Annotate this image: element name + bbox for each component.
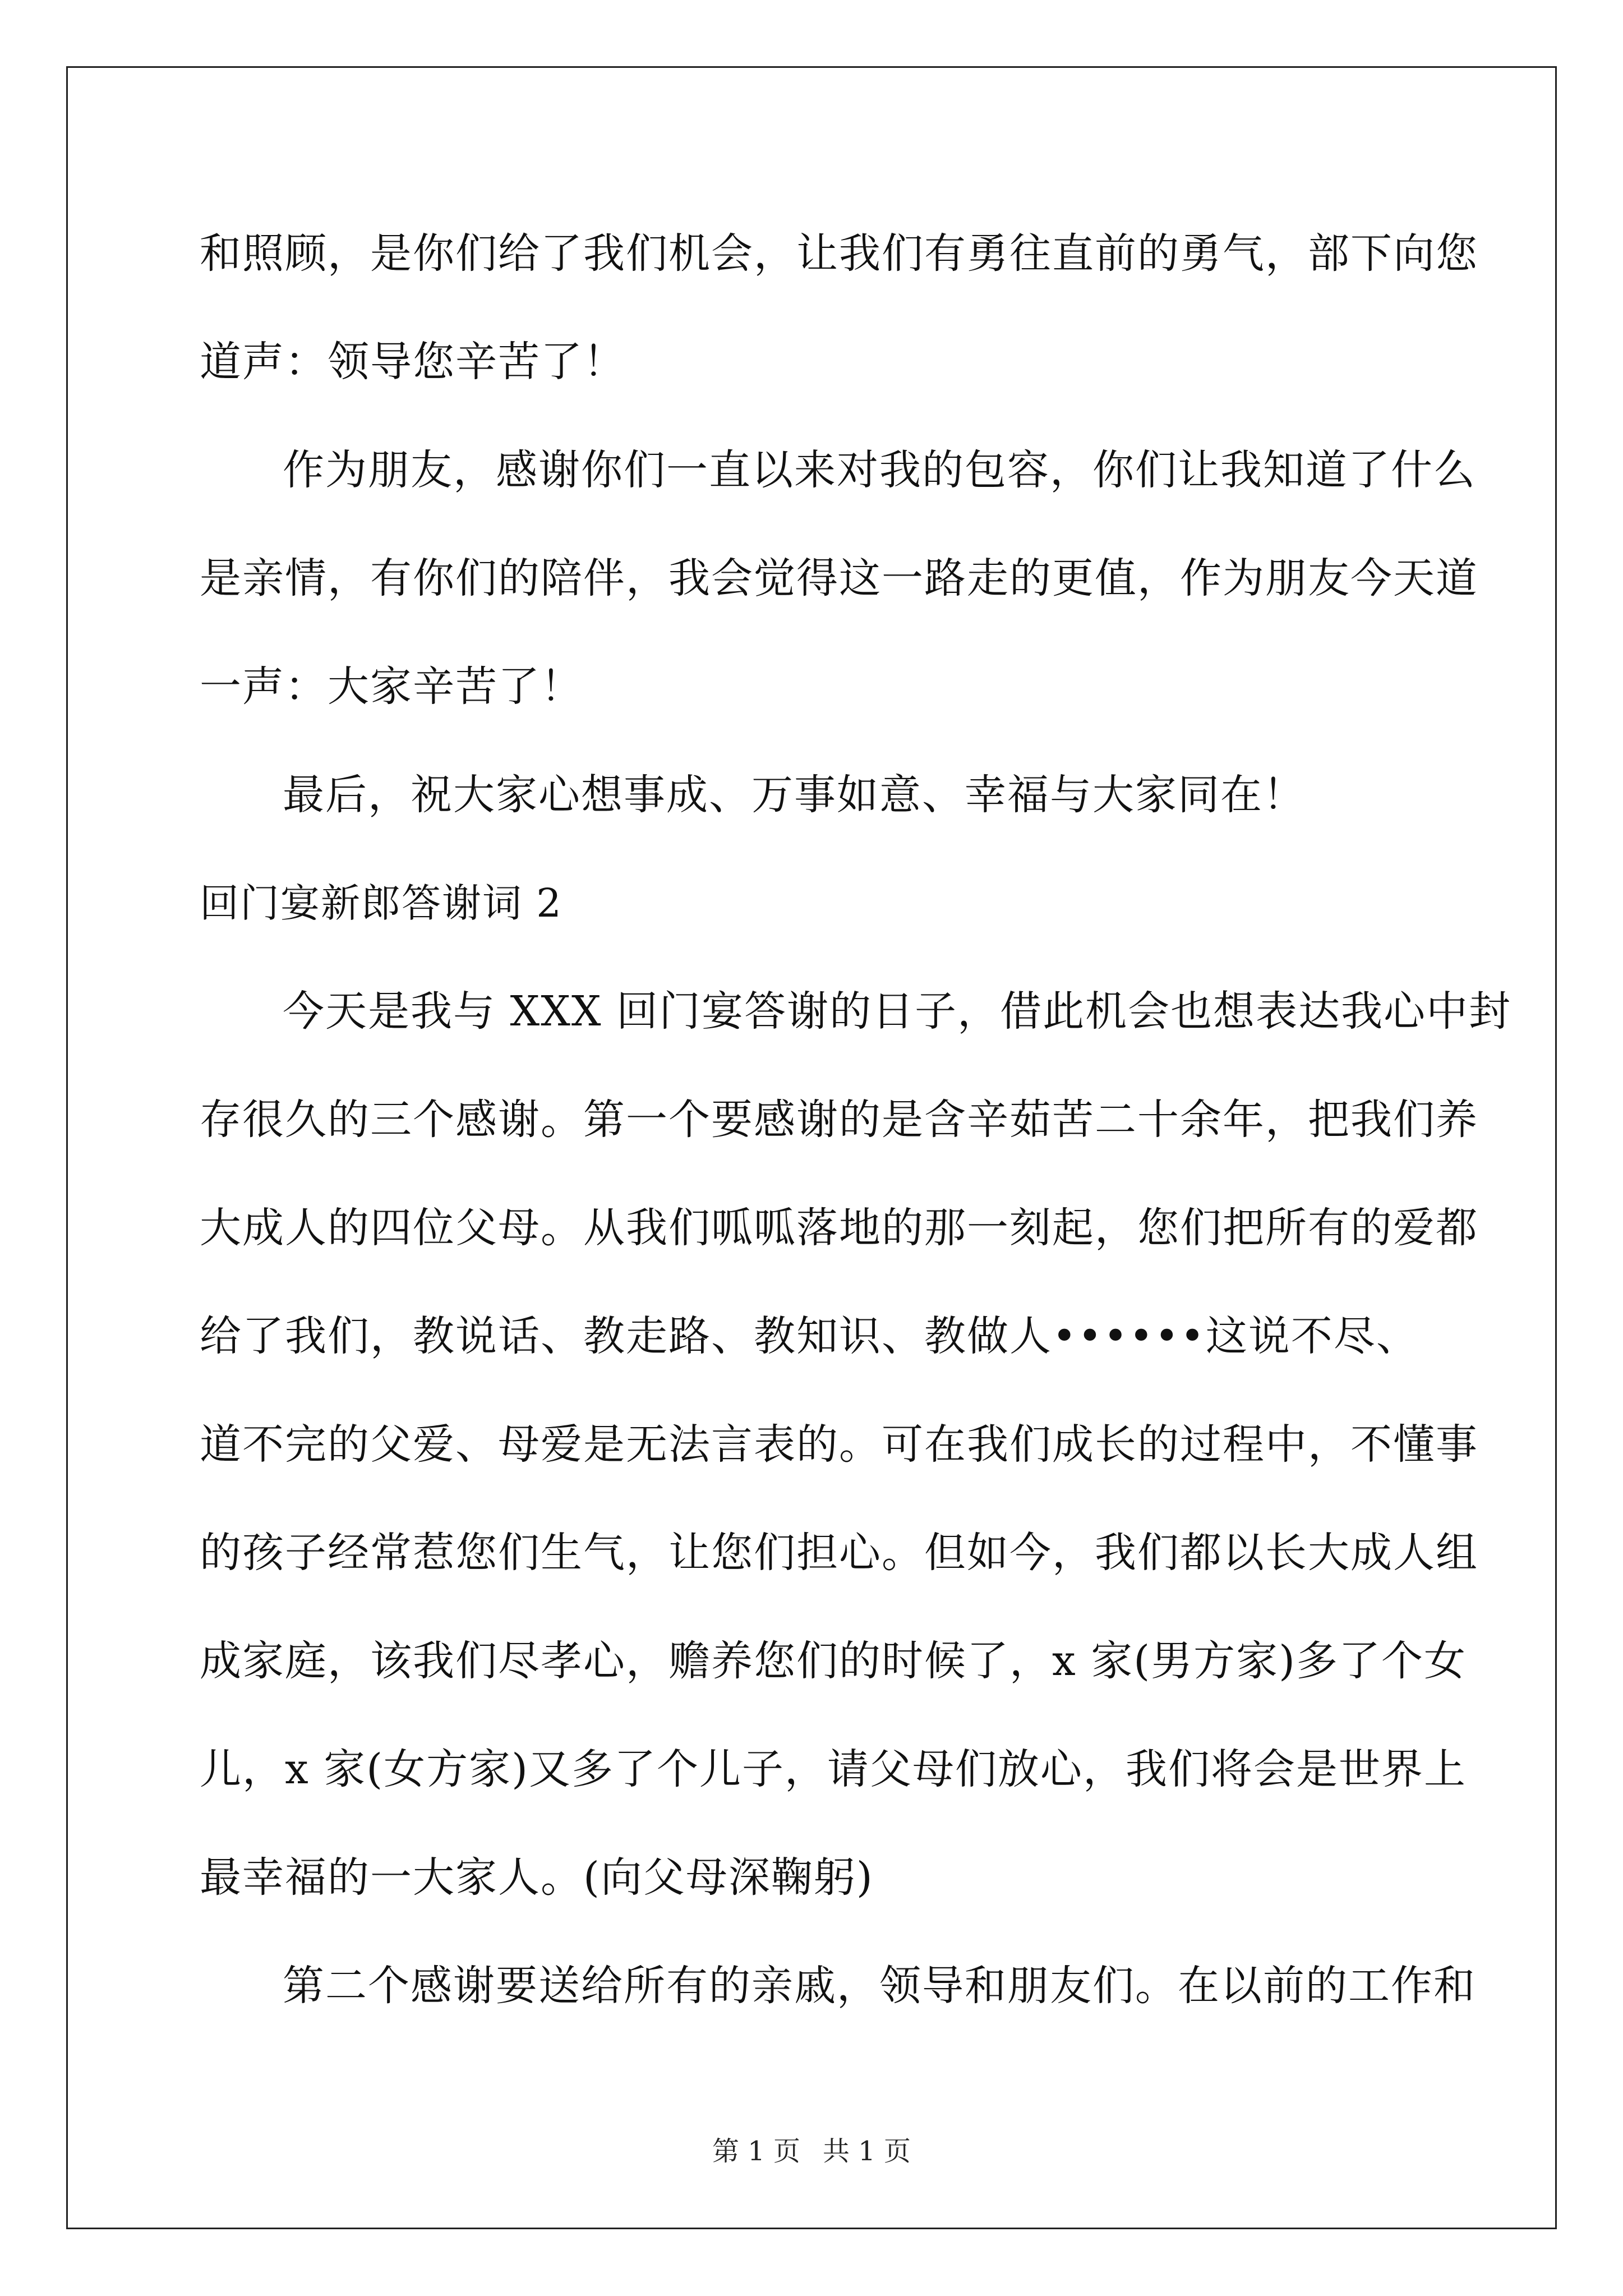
text-line-15: 儿，x 家(女方家)又多了个儿子，请父母们放心，我们将会是世界上 xyxy=(200,1745,1467,1793)
text-line-2: 道声：领导您辛苦了！ xyxy=(200,338,626,386)
text-line-6: 最后，祝大家心想事成、万事如意、幸福与大家同在！ xyxy=(283,771,1306,819)
text-line-12: 道不完的父爱、母爱是无法言表的。可在我们成长的过程中，不懂事 xyxy=(200,1420,1478,1469)
document-body xyxy=(200,200,1512,2040)
text-line-14: 成家庭，该我们尽孝心，赡养您们的时候了，x 家(男方家)多了个女 xyxy=(200,1637,1467,1685)
text-line-16: 最幸福的一大家人。(向父母深鞠躬) xyxy=(200,1853,874,1902)
text-line-4: 是亲情，有你们的陪伴，我会觉得这一路走的更值，作为朋友今天道 xyxy=(200,554,1478,602)
text-line-3: 作为朋友，感谢你们一直以来对我的包容，你们让我知道了什么 xyxy=(283,446,1476,494)
text-line-5: 一声：大家辛苦了！ xyxy=(200,662,583,711)
page-footer xyxy=(0,2134,1623,2168)
text-line-9: 存很久的三个感谢。第一个要感谢的是含辛茹苦二十余年，把我们养 xyxy=(200,1096,1478,1144)
page-total: 共 1 页 xyxy=(823,2136,911,2167)
text-line-11: 给了我们，教说话、教走路、教知识、教做人••••••这说不尽、 xyxy=(200,1312,1419,1360)
text-line-8: 今天是我与 XXX 回门宴答谢的日子，借此机会也想表达我心中封 xyxy=(283,987,1512,1036)
text-line-1: 和照顾，是你们给了我们机会，让我们有勇往直前的勇气，部下向您 xyxy=(200,229,1478,278)
text-line-17: 第二个感谢要送给所有的亲戚，领导和朋友们。在以前的工作和 xyxy=(283,1962,1476,2010)
text-line-13: 的孩子经常惹您们生气，让您们担心。但如今，我们都以长大成人组 xyxy=(200,1529,1478,1577)
page-number: 第 1 页 xyxy=(712,2136,800,2167)
text-line-10: 大成人的四位父母。从我们呱呱落地的那一刻起，您们把所有的爱都 xyxy=(200,1204,1478,1252)
section-heading: 回门宴新郎答谢词 2 xyxy=(200,880,562,926)
